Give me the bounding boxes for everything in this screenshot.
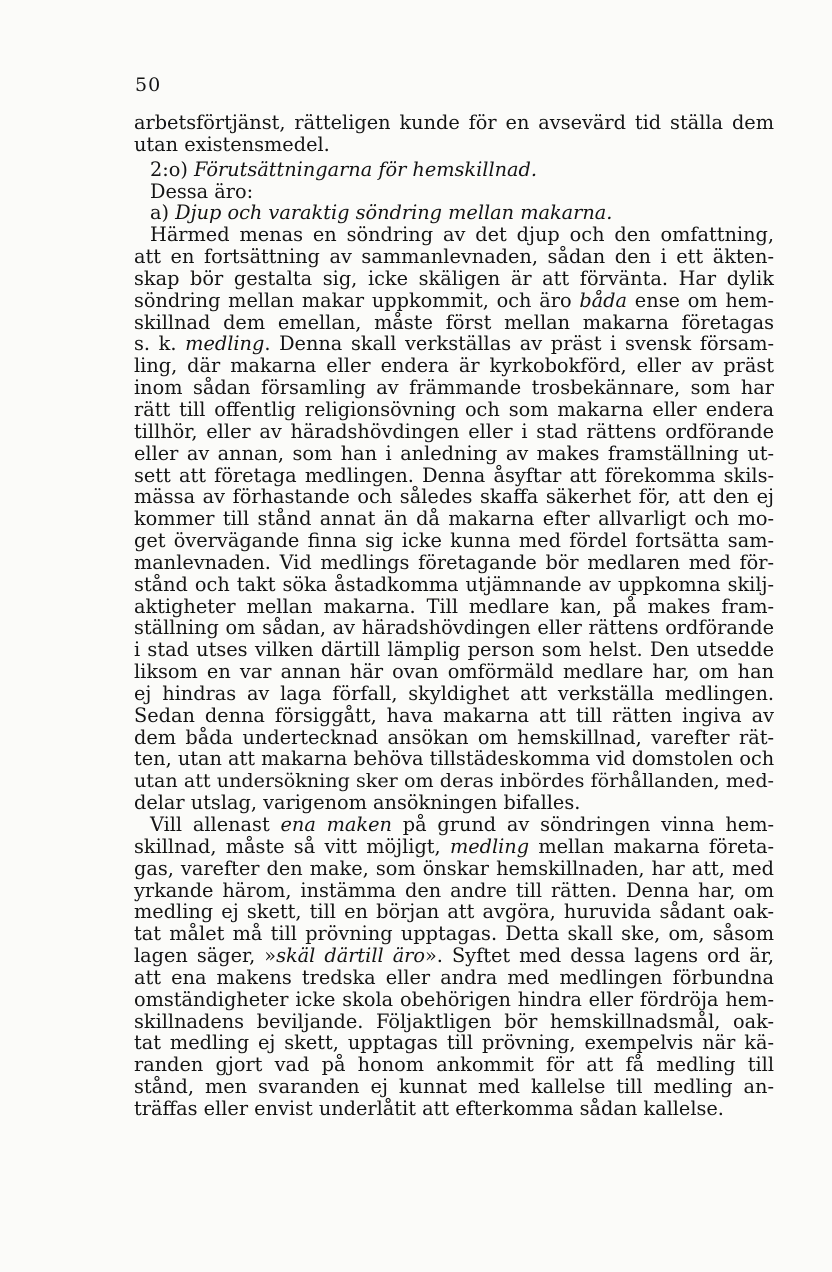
text-run: Sedan denna försiggått, hava makarna att till rätten ingiva av	[134, 703, 774, 727]
text-line	[134, 290, 774, 312]
text-run: skap bör gestalta sig, icke skäligen är att förvänta. Har dylik	[134, 266, 774, 290]
text-run: skillnad dem emellan, måste först mellan makarna företagas	[134, 310, 774, 334]
text-line	[134, 945, 774, 967]
text-line	[134, 530, 774, 552]
page-number: 50	[135, 74, 162, 96]
text-line	[134, 159, 774, 181]
text-run: mässa av förhastande och således skaffa säkerhet för, att den ej	[134, 485, 774, 509]
text-run: yrkande härom, instämma den andre till rätten. Denna har, om	[134, 878, 774, 902]
text-line	[134, 399, 774, 421]
text-run: skillnad, måste så vitt möjligt,	[134, 834, 450, 858]
text-line	[134, 1076, 774, 1098]
text-run: manlevnaden. Vid medlings företagande bör medlaren med för-	[134, 550, 774, 574]
text-run: att en fortsättning av sammanlevnaden, sådan den i ett äkten-	[134, 245, 774, 269]
body-text	[134, 112, 774, 1120]
text-run: tat målet må till prövning upptagas. Detta skall ske, om, såsom	[134, 922, 774, 946]
text-line	[134, 246, 774, 268]
text-line	[134, 574, 774, 596]
text-line	[134, 224, 774, 246]
text-run: stånd och takt söka åstadkomma utjämnande av uppkomna skilj-	[134, 572, 774, 596]
text-run: Vill allenast	[150, 813, 281, 836]
text-line	[134, 377, 774, 399]
text-run: . Denna skall verkställas av präst i svensk försam-	[264, 332, 774, 356]
text-run: aktigheter mellan makarna. Till medlare kan, på makes fram-	[134, 594, 774, 618]
text-run: mellan makarna företa-	[529, 834, 774, 858]
text-run: liksom en var annan här ovan omförmäld medlare har, om han	[134, 660, 774, 684]
text-run: dem båda undertecknad ansökan om hemskillnad, varefter rät-	[134, 725, 774, 749]
text-line	[134, 617, 774, 639]
text-run: utan att undersökning sker om deras inbördes förhållanden, med-	[134, 769, 774, 793]
text-line	[134, 1011, 774, 1033]
text-run: eller av annan, som han i anledning av makes framställning ut-	[134, 441, 774, 465]
italic-text: skäl därtill äro	[276, 944, 426, 968]
text-line	[134, 727, 774, 749]
text-line	[134, 814, 774, 836]
text-line	[134, 748, 774, 770]
text-line	[134, 355, 774, 377]
text-line	[134, 202, 774, 224]
text-line	[134, 421, 774, 443]
text-run: sett att företaga medlingen. Denna åsyftar att förekomma skils-	[134, 463, 774, 487]
text-run: skillnadens beviljande. Följaktligen bör hemskillnadsmål, oak-	[134, 1009, 774, 1033]
text-run: stånd, men svaranden ej kunnat med kallelse till medling an-	[134, 1075, 774, 1099]
text-run: inom sådan församling av främmande trosbekännare, som har	[134, 376, 774, 400]
text-run: tat medling ej skett, upptagas till prövning, exempelvis när kä-	[134, 1031, 774, 1055]
text-run: omständigheter icke skola obehörigen hindra eller fördröja hem-	[134, 987, 774, 1011]
text-run: ställning om sådan, av häradshövdingen eller rättens ordförande	[134, 616, 774, 640]
text-run: get övervägande finna sig icke kunna med fördel fortsätta sam-	[134, 529, 774, 553]
text-line	[134, 967, 774, 989]
text-run: lagen säger, »	[134, 944, 277, 968]
text-line	[134, 333, 774, 355]
text-line	[134, 858, 774, 880]
text-line	[134, 661, 774, 683]
text-run: ense om hem-	[627, 288, 774, 312]
text-line	[134, 880, 774, 902]
text-line	[134, 181, 774, 203]
text-run: ». Syftet med dessa lagens ord är,	[425, 944, 774, 968]
text-run: gas, varefter den make, som önskar hemskillnaden, har att, med	[134, 856, 774, 880]
text-run: på grund av söndringen vinna hem-	[391, 813, 775, 836]
text-run: träffas eller envist underlåtit att efterkomma sådan kallelse.	[134, 1096, 724, 1120]
italic-text: Djup och varaktig söndring mellan makarna.	[175, 201, 613, 225]
italic-text: medling	[185, 332, 265, 356]
italic-text: ena maken	[280, 813, 392, 836]
text-line	[134, 268, 774, 290]
text-line	[134, 112, 774, 134]
text-line	[134, 683, 774, 705]
text-run: randen gjort vad på honom ankommit för att få medling till	[134, 1053, 774, 1077]
text-run: Dessa äro:	[150, 179, 254, 203]
text-run: delar utslag, varigenom ansökningen bifalles.	[134, 791, 581, 815]
text-line	[134, 639, 774, 661]
text-line	[134, 312, 774, 334]
text-run: ling, där makarna eller endera är kyrkobokförd, eller av präst	[134, 354, 774, 378]
text-line	[134, 465, 774, 487]
text-run: Härmed menas en söndring av det djup och den omfattning,	[150, 223, 774, 247]
text-line	[134, 1098, 774, 1120]
text-line	[134, 989, 774, 1011]
text-run: 2:o)	[150, 157, 195, 181]
text-run: söndring mellan makar uppkommit, och äro	[134, 288, 580, 312]
text-line	[134, 1032, 774, 1054]
text-run: att ena makens tredska eller andra med medlingen förbundna	[134, 965, 774, 989]
text-run: ten, utan att makarna behöva tillstädeskomma vid domstolen och	[134, 747, 775, 771]
text-line	[134, 836, 774, 858]
text-run: s. k.	[134, 332, 186, 356]
text-line	[134, 901, 774, 923]
text-line	[134, 923, 774, 945]
text-line	[134, 552, 774, 574]
text-line	[134, 486, 774, 508]
text-line	[134, 770, 774, 792]
text-run: kommer till stånd annat än då makarna efter allvarligt och mo-	[134, 507, 774, 531]
italic-text: Förutsättningarna för hemskillnad.	[194, 157, 537, 181]
text-line	[134, 705, 774, 727]
italic-text: båda	[579, 288, 628, 312]
text-run: rätt till offentlig religionsövning och som makarna eller endera	[134, 397, 774, 421]
text-run: medling ej skett, till en början att avgöra, huruvida sådant oak-	[134, 900, 774, 924]
text-line	[134, 508, 774, 530]
text-line	[134, 1054, 774, 1076]
text-run: a)	[150, 201, 176, 225]
text-run: tillhör, eller av häradshövdingen eller i stad rättens ordförande	[134, 419, 774, 443]
text-line	[134, 134, 774, 156]
text-run: arbetsförtjänst, rätteligen kunde för en avsevärd tid ställa dem	[134, 111, 774, 134]
italic-text: medling	[449, 834, 530, 858]
text-run: i stad utses vilken därtill lämplig person som helst. Den utsedde	[134, 638, 774, 662]
text-line	[134, 596, 774, 618]
text-line	[134, 443, 774, 465]
text-line	[134, 792, 774, 814]
text-run: utan existensmedel.	[134, 132, 330, 156]
text-run: ej hindras av laga förfall, skyldighet att verkställa medlingen.	[134, 681, 774, 705]
